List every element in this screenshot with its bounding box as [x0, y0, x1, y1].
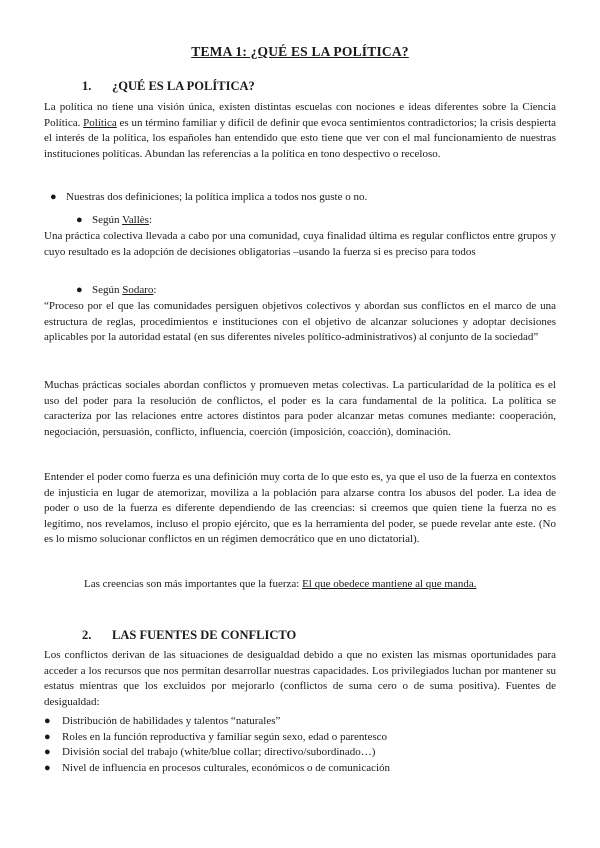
section-1-heading-text: ¿QUÉ ES LA POLÍTICA?: [112, 79, 255, 93]
list-item: [44, 745, 390, 761]
bullet-dot-icon: ●: [76, 284, 83, 296]
def1-author: Vallès: [122, 214, 149, 226]
def1-suffix: :: [148, 214, 153, 226]
def1-prefix: Según: [92, 214, 123, 226]
list-item: [44, 761, 390, 777]
list-item-text: División social del trabajo (white/blue collar; directivo/subordinado…): [62, 746, 376, 759]
intro-paragraph: [44, 100, 556, 162]
conflict-paragraph: Los conflictos derivan de las situaciones de desigualdad debido a que no existen las mismas oportunidades para acceder a los recursos que nos permitan desarrollar nuestras capacidades. Los privilegiados luchan por mantener su estatus mientras que los excluidos por mejorarlo (conflictos de suma cero o de suma positiva). Fuentes de desigualdad:: [44, 649, 556, 708]
list-item: [44, 714, 390, 730]
list-item-text: Nivel de influencia en procesos culturales, económicos o de comunicación: [62, 761, 391, 774]
def2-author: Sodaro: [122, 284, 154, 296]
bullet-dot-icon: ●: [44, 715, 51, 727]
section-1-heading: [82, 79, 255, 94]
def2-prefix: Según: [92, 284, 123, 296]
bullet-dot-icon: ●: [50, 191, 57, 203]
list-item-text: Roles en la función reproductiva y familiar según sexo, edad o parentesco: [62, 730, 387, 743]
def1-bullet: [76, 213, 153, 229]
section-2-heading-text: LAS FUENTES DE CONFLICTO: [112, 628, 297, 642]
bullet-dot-icon: ●: [44, 761, 51, 774]
def2-suffix: :: [153, 284, 157, 296]
section-1-number: 1.: [82, 79, 92, 93]
section-2-number: 2.: [82, 628, 92, 642]
main-bullet-text: Nuestras dos definiciones; la política implica a todos nos guste o no.: [66, 191, 368, 203]
bullet-dot-icon: ●: [76, 214, 83, 226]
def2-bullet: [76, 283, 157, 299]
def2-text: “Proceso por el que las comunidades persiguen objetivos colectivos y abordan sus conflictos en el marco de una estructura de reglas, procedimientos e instituciones con el objetivo de alcanzar soluciones y adoptar decisiones aplicables por la autoridad estatal (en sus diferentes niveles político-administrativos) al conjunto de la sociedad”: [44, 300, 556, 344]
def1-text: Una práctica colectiva llevada a cabo por una comunidad, cuya finalidad última es regular conflictos entre grupos y cuyo resultado es la adopción de decisiones obligatorias –usando la fuerza si es preciso para todos: [44, 230, 556, 258]
intro-text-1: La política no tiene una visión única, existen distintas escuelas con nociones e ideas diferentes sobre la Ciencia Política.: [44, 101, 556, 129]
list-item: [44, 730, 390, 746]
beliefs-line: [84, 578, 556, 590]
bullet-dot-icon: ●: [44, 730, 51, 743]
beliefs-quote: El que obedece mantiene al que manda.: [302, 578, 477, 590]
bullet-dot-icon: ●: [44, 746, 51, 759]
document-title: TEMA 1: ¿QUÉ ES LA POLÍTICA?: [191, 44, 409, 59]
intro-text-2: es un término familiar y difícil de definir que evoca sentimientos contradictorios; la crisis despierta el interés de la política, los españoles han entendido que esto tiene que ver con el mal funcionamiento de nuestras instituciones políticas. Abundan las referencias a la política en tono despectivo o receloso.: [44, 116, 557, 160]
intro-underlined-term: Política: [83, 116, 117, 129]
section-2-heading: [82, 628, 296, 643]
inequality-sources-list: [44, 714, 390, 776]
main-bullet: [50, 190, 368, 206]
paragraph-force: Entender el poder como fuerza es una definición muy corta de lo que esto es, ya que el uso de la fuerza en contextos de injusticia en lugar de atemorizar, moviliza a la población para alzarse contra los abusos del poder. La idea de poder o uso de la fuerza es diferente dependiendo de las creencias: si creemos que quien tiene la fuerza no es legítimo, nos revelamos, incluso el propio ejército, que es la herramienta del poder, se puede revelar ante este. (No es lo mismo solucionar conflictos en un régimen democrático que en uno dictatorial).: [44, 471, 556, 546]
list-item-text: Distribución de habilidades y talentos “naturales”: [62, 715, 281, 727]
beliefs-prefix: Las creencias son más importantes que la fuerza:: [84, 578, 303, 590]
paragraph-power: Muchas prácticas sociales abordan conflictos y promueven metas colectivas. La particularidad de la política es el uso del poder para la resolución de conflictos, el poder es la cara fundamental de la política. La política se caracteriza por las relaciones entre actores distintos para poder alcanzar metas comunes mediante: cooperación, negociación, persuasión, conflicto, influencia, coerción (imposición, coacción), dominación.: [44, 379, 556, 438]
